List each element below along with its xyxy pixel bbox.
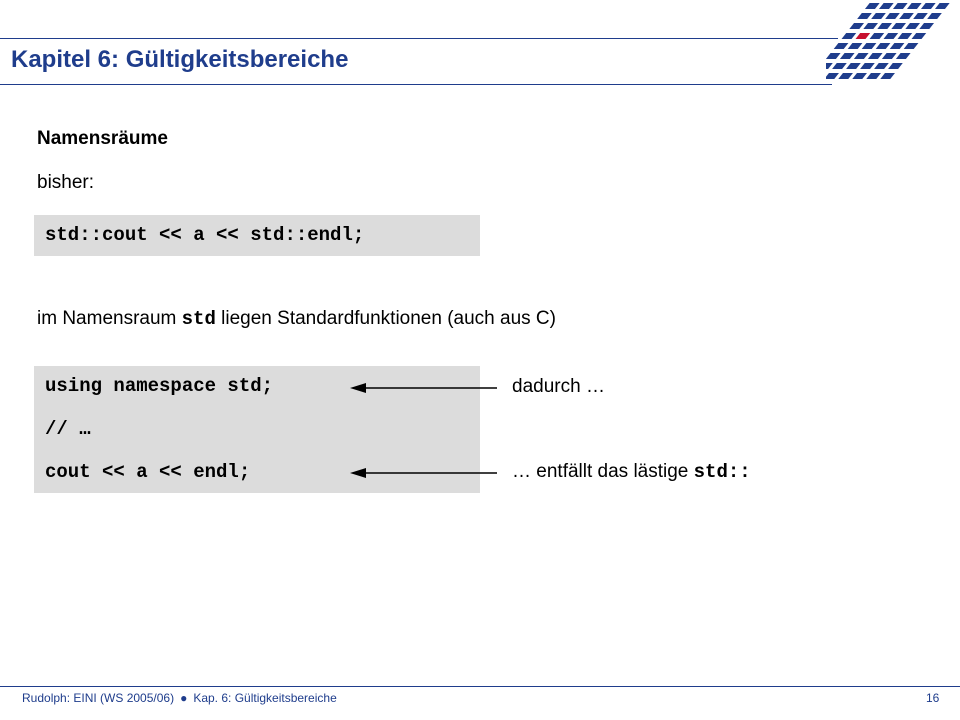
section-heading: Namensräume bbox=[37, 128, 168, 149]
annotation-entfaellt bbox=[512, 461, 751, 483]
code-line-using: using namespace std; bbox=[45, 375, 274, 397]
bisher-label: bisher: bbox=[37, 172, 95, 193]
footer-left bbox=[22, 691, 337, 705]
page-number: 16 bbox=[926, 691, 940, 705]
annotation-entfaellt-text: … entfällt das lästige bbox=[512, 461, 694, 482]
footer-separator-dot: ● bbox=[180, 691, 188, 705]
slide-title: Kapitel 6: Gültigkeitsbereiche bbox=[11, 46, 349, 73]
namespace-text-before: im Namensraum bbox=[37, 308, 182, 329]
footer-chapter: Kap. 6: Gültigkeitsbereiche bbox=[193, 691, 337, 705]
namespace-code: std bbox=[181, 308, 216, 330]
arrow-2 bbox=[350, 468, 497, 478]
annotation-entfaellt-code: std:: bbox=[693, 461, 751, 483]
footer-course: Rudolph: EINI (WS 2005/06) bbox=[22, 691, 175, 705]
arrow-1 bbox=[350, 383, 497, 393]
namespace-text-after: liegen Standardfunktionen (auch aus C) bbox=[215, 308, 556, 329]
code-line-comment: // … bbox=[45, 418, 91, 440]
code-line-cout: cout << a << endl; bbox=[45, 461, 251, 483]
footer-rule bbox=[0, 686, 960, 687]
code-line: std::cout << a << std::endl; bbox=[45, 224, 365, 246]
annotation-dadurch: dadurch … bbox=[512, 376, 605, 397]
